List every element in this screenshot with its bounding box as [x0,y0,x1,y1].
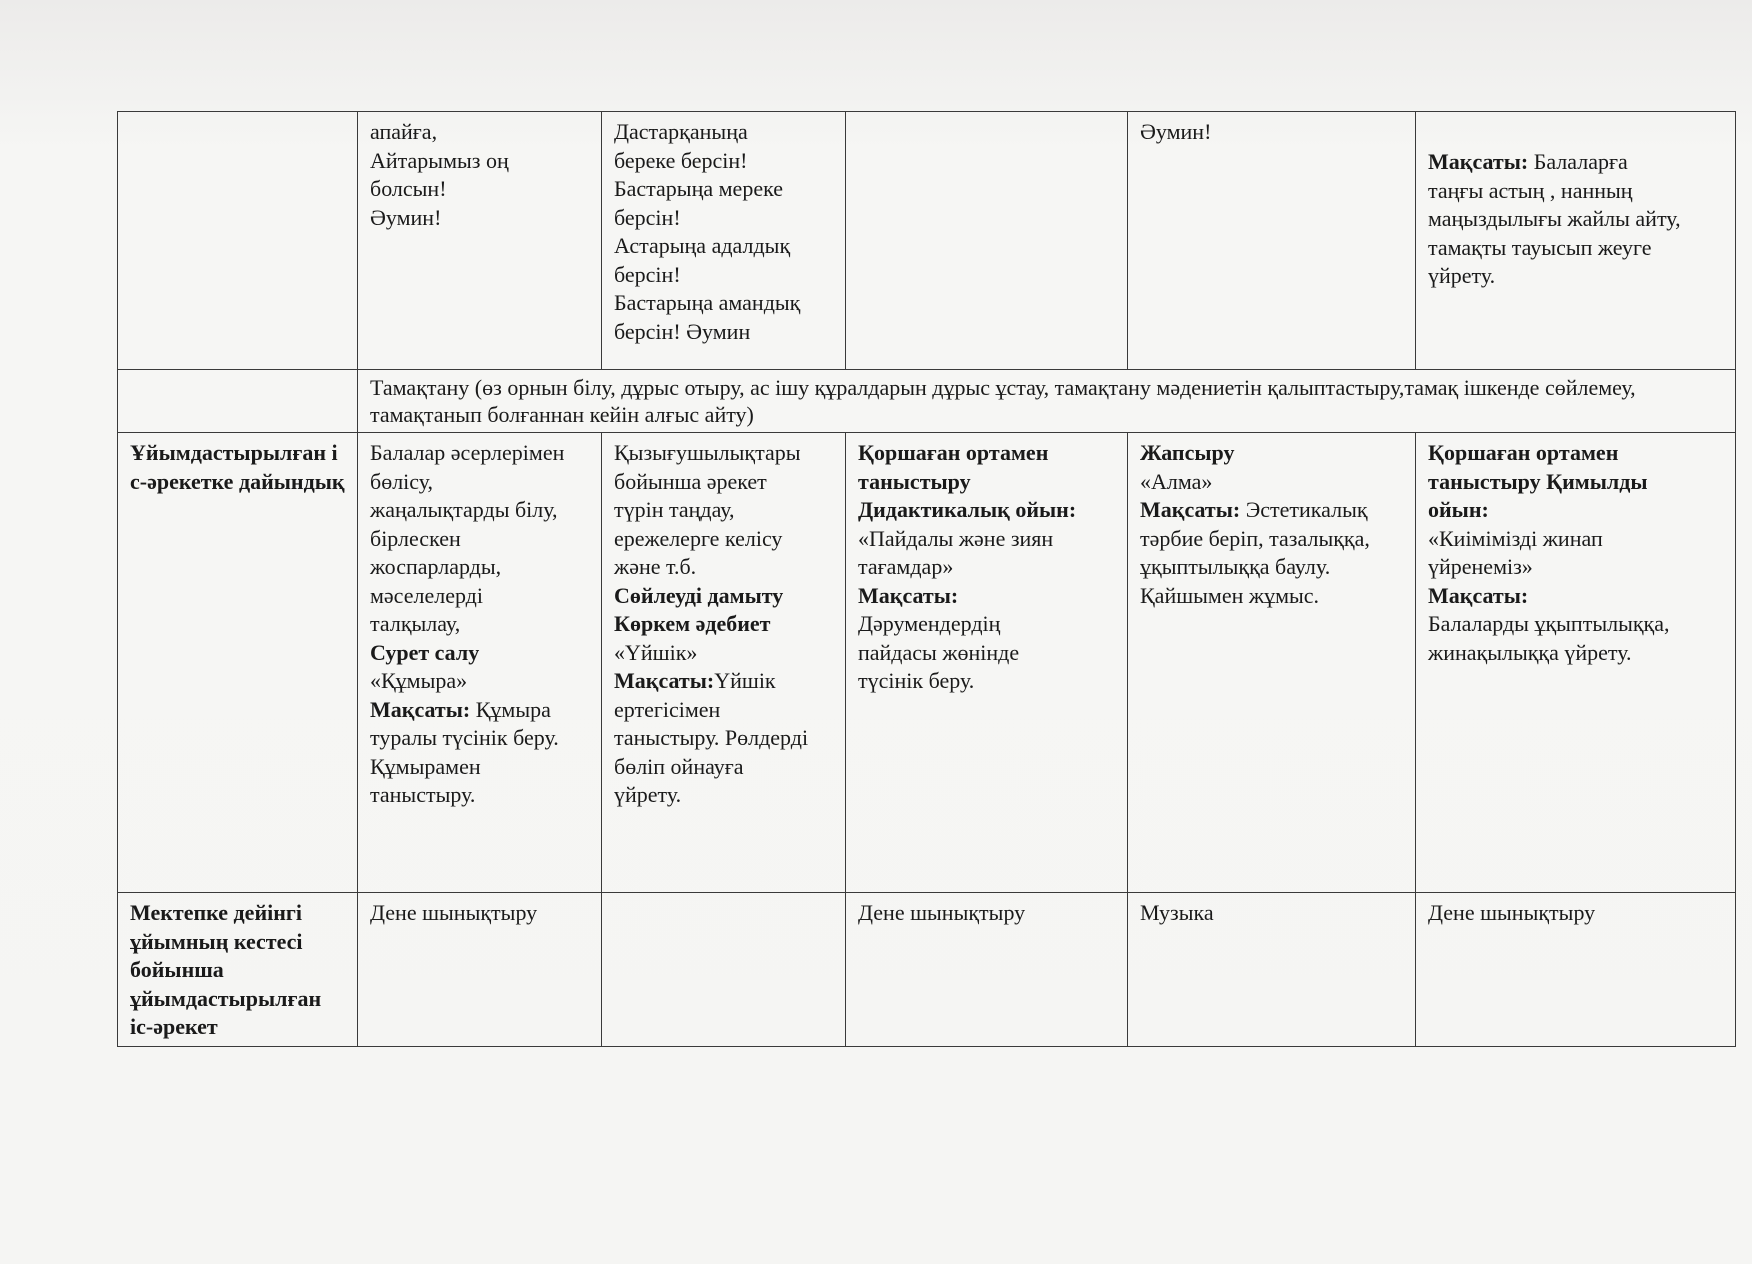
continuation-cell-1: апайға, Айтарымыз оң болсын! Әумин! [358,112,602,370]
schedule-row [118,893,1736,1047]
activity-cell-4: Жапсыру «Алма» Мақсаты: Эстетикалық тәрбие беріп, тазалыққа, ұқыптылыққа баулу. Қайшымен жұмыс. [1128,433,1416,893]
continuation-cell-5: Мақсаты: Балаларға таңғы астың , нанның маңыздылығы жайлы айту, тамақты тауысып жеуге үйрету. [1416,112,1736,370]
activity-cell-3: Қоршаған ортамен таныстыру Дидактикалық ойын: «Пайдалы және зиян тағамдар» Мақсаты: Дәрумендердің пайдасы жөнінде түсінік беру. [846,433,1128,893]
meal-text: Тамақтану (өз орнын білу, дұрыс отыру, ас ішу құралдарын дұрыс ұстау, тамақтану мәдениетін қалыптастыру,тамақ ішкенде сөйлемеу, тамақтанып болғаннан кейін алғыс айту) [358,370,1736,433]
activity-cell-1: Балалар әсерлерімен бөлісу, жаңалықтарды білу, бірлескен жоспарларды, мәселелерді талқылау, Сурет салу «Құмыра» Мақсаты: Құмыра туралы түсінік беру. Құмырамен таныстыру. [358,433,602,893]
continuation-cell-4: Әумин! [1128,112,1416,370]
meal-header-cell [118,370,358,433]
activity-cell-2: Қызығушылықтары бойынша әрекет түрін таңдау, ережелерге келісу және т.б. Сөйлеуді дамыту Көркем әдебиет «Үйшік» Мақсаты:Үйшік ертегісімен таныстыру. Рөлдерді бөліп ойнауға үйрету. [602,433,846,893]
daily-plan-table [117,111,1736,1047]
organized-activity-row [118,433,1736,893]
schedule-header: Мектепке дейінгі ұйымның кестесі бойынша ұйымдастырылған іс-әрекет [118,893,358,1047]
continuation-header-cell [118,112,358,370]
continuation-cell-2: Дастарқаныңа береке берсін! Бастарыңа мереке берсін! Астарыңа адалдық берсін! Бастарыңа амандық берсін! Әумин [602,112,846,370]
organized-activity-header: Ұйымдастырылған іс-әрекетке дайындық [118,433,358,893]
schedule-cell-1: Дене шынықтыру [358,893,602,1047]
activity-cell-5: Қоршаған ортамен таныстыру Қимылды ойын: «Киімімізді жинап үйренеміз» Мақсаты: Балаларды ұқыптылыққа, жинақылыққа үйрету. [1416,433,1736,893]
continuation-row [118,112,1736,370]
schedule-cell-2 [602,893,846,1047]
continuation-cell-3 [846,112,1128,370]
schedule-cell-5: Дене шынықтыру [1416,893,1736,1047]
schedule-cell-3: Дене шынықтыру [846,893,1128,1047]
schedule-cell-4: Музыка [1128,893,1416,1047]
meal-row [118,370,1736,433]
